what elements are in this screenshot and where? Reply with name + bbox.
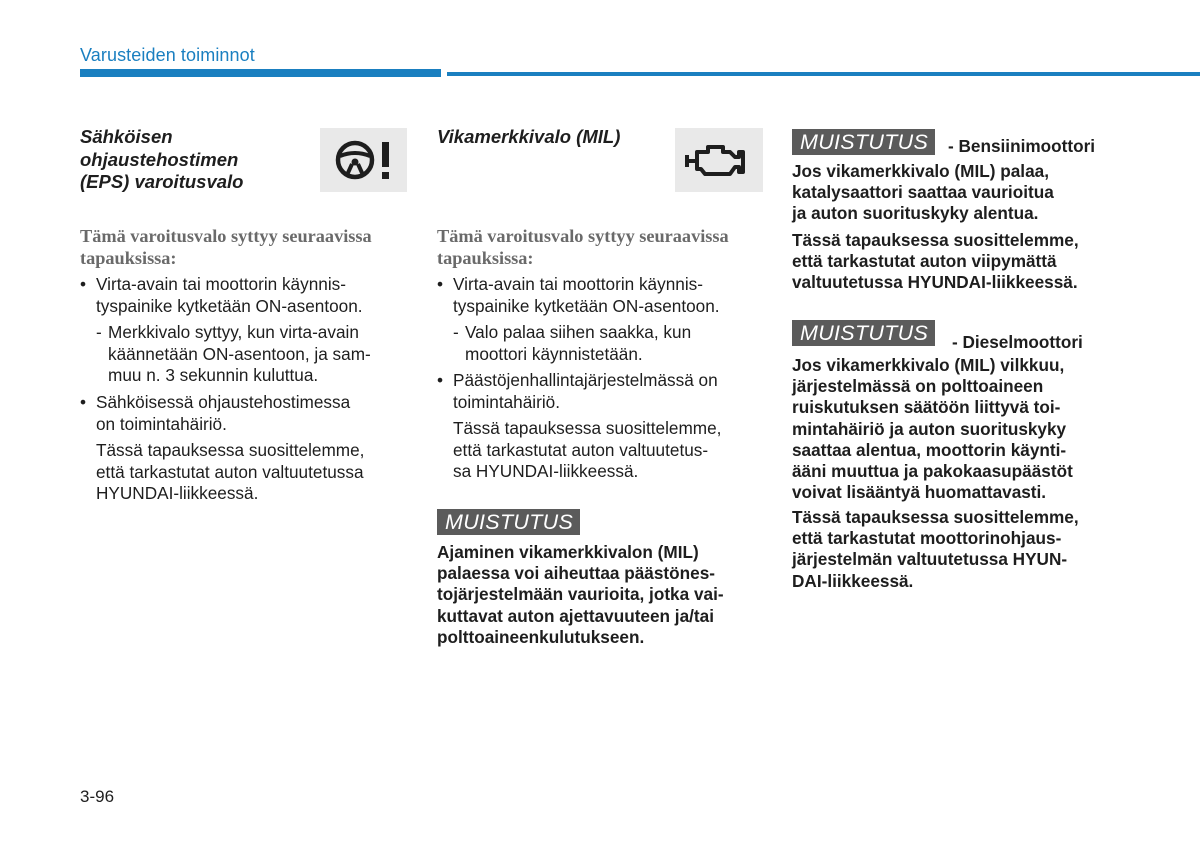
bullet-line: Päästöjenhallintajärjestelmässä on bbox=[453, 370, 718, 390]
caution-line: ruiskutuksen säätöön liittyvä toi- bbox=[792, 397, 1061, 418]
engine-check-icon bbox=[675, 128, 763, 192]
caution-line: DAI-liikkeessä. bbox=[792, 570, 914, 591]
lead-line: Tämä varoitusvalo syttyy seuraavissa bbox=[80, 226, 372, 246]
sub-list-item bbox=[437, 322, 763, 365]
caution-line: Tässä tapauksessa suosittelemme, bbox=[792, 507, 1079, 527]
sub-line: muu n. 3 sekunnin kuluttua. bbox=[108, 365, 319, 386]
advice-line: Tässä tapauksessa suosittelemme, bbox=[96, 440, 365, 460]
caution-label: MUISTUTUS bbox=[437, 509, 580, 535]
header-rule-thin bbox=[447, 72, 1200, 76]
caution-subject: - Dieselmoottori bbox=[952, 332, 1083, 352]
advice-line: sa HYUNDAI-liikkeessä. bbox=[453, 461, 639, 482]
advice-line: Tässä tapauksessa suosittelemme, bbox=[453, 418, 722, 438]
advice-line: että tarkastutat auton valtuutetus- bbox=[453, 439, 709, 460]
bullet-line: Sähköisessä ohjaustehostimessa bbox=[96, 392, 351, 412]
bullet-line: Virta-avain tai moottorin käynnis- bbox=[453, 274, 703, 294]
lead-line: Tämä varoitusvalo syttyy seuraavissa bbox=[437, 226, 729, 246]
bullet-line: tyspainike kytketään ON-asentoon. bbox=[453, 295, 720, 316]
list-item bbox=[437, 274, 763, 317]
caution-line: että tarkastutat moottorinohjaus- bbox=[792, 528, 1062, 549]
bullet-line: toimintahäiriö. bbox=[453, 391, 560, 412]
heading-line: Sähköisen bbox=[80, 126, 173, 147]
caution-line: ääni muuttua ja pakokaasupäästöt bbox=[792, 461, 1073, 482]
dash-marker: - bbox=[453, 322, 459, 342]
mil-heading: Vikamerkkivalo (MIL) bbox=[437, 126, 621, 147]
eps-warning-heading bbox=[80, 126, 300, 194]
list-item bbox=[437, 370, 763, 413]
lead-line: tapauksissa: bbox=[437, 248, 534, 268]
caution-text bbox=[792, 161, 1119, 225]
bullet-line: on toimintahäiriö. bbox=[96, 413, 227, 434]
bullet-line: tyspainike kytketään ON-asentoon. bbox=[96, 295, 363, 316]
bullet-dot: • bbox=[437, 370, 444, 390]
caution-line: Jos vikamerkkivalo (MIL) palaa, bbox=[792, 161, 1049, 181]
advice-line: HYUNDAI-liikkeessä. bbox=[96, 483, 259, 504]
sub-line: moottori käynnistetään. bbox=[465, 343, 643, 364]
caution-line: kuttavat auton ajettavuuteen ja/tai bbox=[437, 605, 714, 626]
lead-text bbox=[437, 225, 763, 269]
caution-line: katalysaattori saattaa vaurioitua bbox=[792, 182, 1054, 203]
caution-advice bbox=[792, 230, 1119, 294]
advice-line: että tarkastutat auton valtuutetussa bbox=[96, 461, 364, 482]
bullet-dot: • bbox=[80, 274, 87, 294]
sub-line: Merkkivalo syttyy, kun virta-avain bbox=[108, 322, 359, 342]
sub-list-item bbox=[80, 322, 407, 387]
dash-marker: - bbox=[96, 322, 102, 342]
sub-line: käännetään ON-asentoon, ja sam- bbox=[108, 343, 371, 364]
list-item bbox=[80, 392, 407, 435]
caution-line: mintahäiriö ja auton suorituskyky bbox=[792, 418, 1067, 439]
caution-line: Ajaminen vikamerkkivalon (MIL) bbox=[437, 542, 699, 562]
sub-line: Valo palaa siihen saakka, kun bbox=[465, 322, 692, 342]
bullet-dot: • bbox=[80, 392, 87, 412]
caution-line: valtuutetussa HYUNDAI-liikkeessä. bbox=[792, 272, 1078, 293]
caution-line: tojärjestelmään vaurioita, jotka vai- bbox=[437, 584, 724, 605]
caution-text bbox=[437, 542, 763, 648]
heading-line: (EPS) varoitusvalo bbox=[80, 171, 244, 192]
caution-line: järjestelmän valtuutetussa HYUN- bbox=[792, 549, 1068, 570]
bullet-dot: • bbox=[437, 274, 444, 294]
caution-advice bbox=[792, 507, 1119, 592]
caution-label: MUISTUTUS bbox=[792, 320, 935, 346]
advice-text bbox=[96, 440, 407, 505]
steering-wheel-warning-icon bbox=[320, 128, 407, 192]
section-title: Varusteiden toiminnot bbox=[80, 45, 255, 65]
page-number: 3-96 bbox=[80, 787, 115, 806]
lead-line: tapauksissa: bbox=[80, 248, 177, 268]
bullet-line: Virta-avain tai moottorin käynnis- bbox=[96, 274, 346, 294]
header-rule-thick bbox=[80, 69, 441, 77]
caution-line: palaessa voi aiheuttaa päästönes- bbox=[437, 563, 715, 584]
caution-label: MUISTUTUS bbox=[792, 129, 935, 155]
caution-line: saattaa alentua, moottorin käynti- bbox=[792, 439, 1067, 460]
caution-line: Tässä tapauksessa suosittelemme, bbox=[792, 230, 1079, 250]
caution-subject: - Bensiinimoottori bbox=[948, 136, 1096, 156]
caution-line: polttoaineenkulutukseen. bbox=[437, 626, 645, 647]
caution-line: voivat lisääntyä huomattavasti. bbox=[792, 482, 1047, 503]
list-item bbox=[80, 274, 407, 317]
advice-text bbox=[453, 418, 763, 483]
caution-line: Jos vikamerkkivalo (MIL) vilkkuu, bbox=[792, 355, 1065, 375]
caution-line: että tarkastutat auton viipymättä bbox=[792, 251, 1057, 272]
caution-line: järjestelmässä on polttoaineen bbox=[792, 376, 1044, 397]
heading-line: ohjaustehostimen bbox=[80, 148, 239, 170]
caution-text bbox=[792, 355, 1119, 503]
caution-line: ja auton suorituskyky alentua. bbox=[792, 203, 1039, 224]
lead-text bbox=[80, 225, 407, 269]
